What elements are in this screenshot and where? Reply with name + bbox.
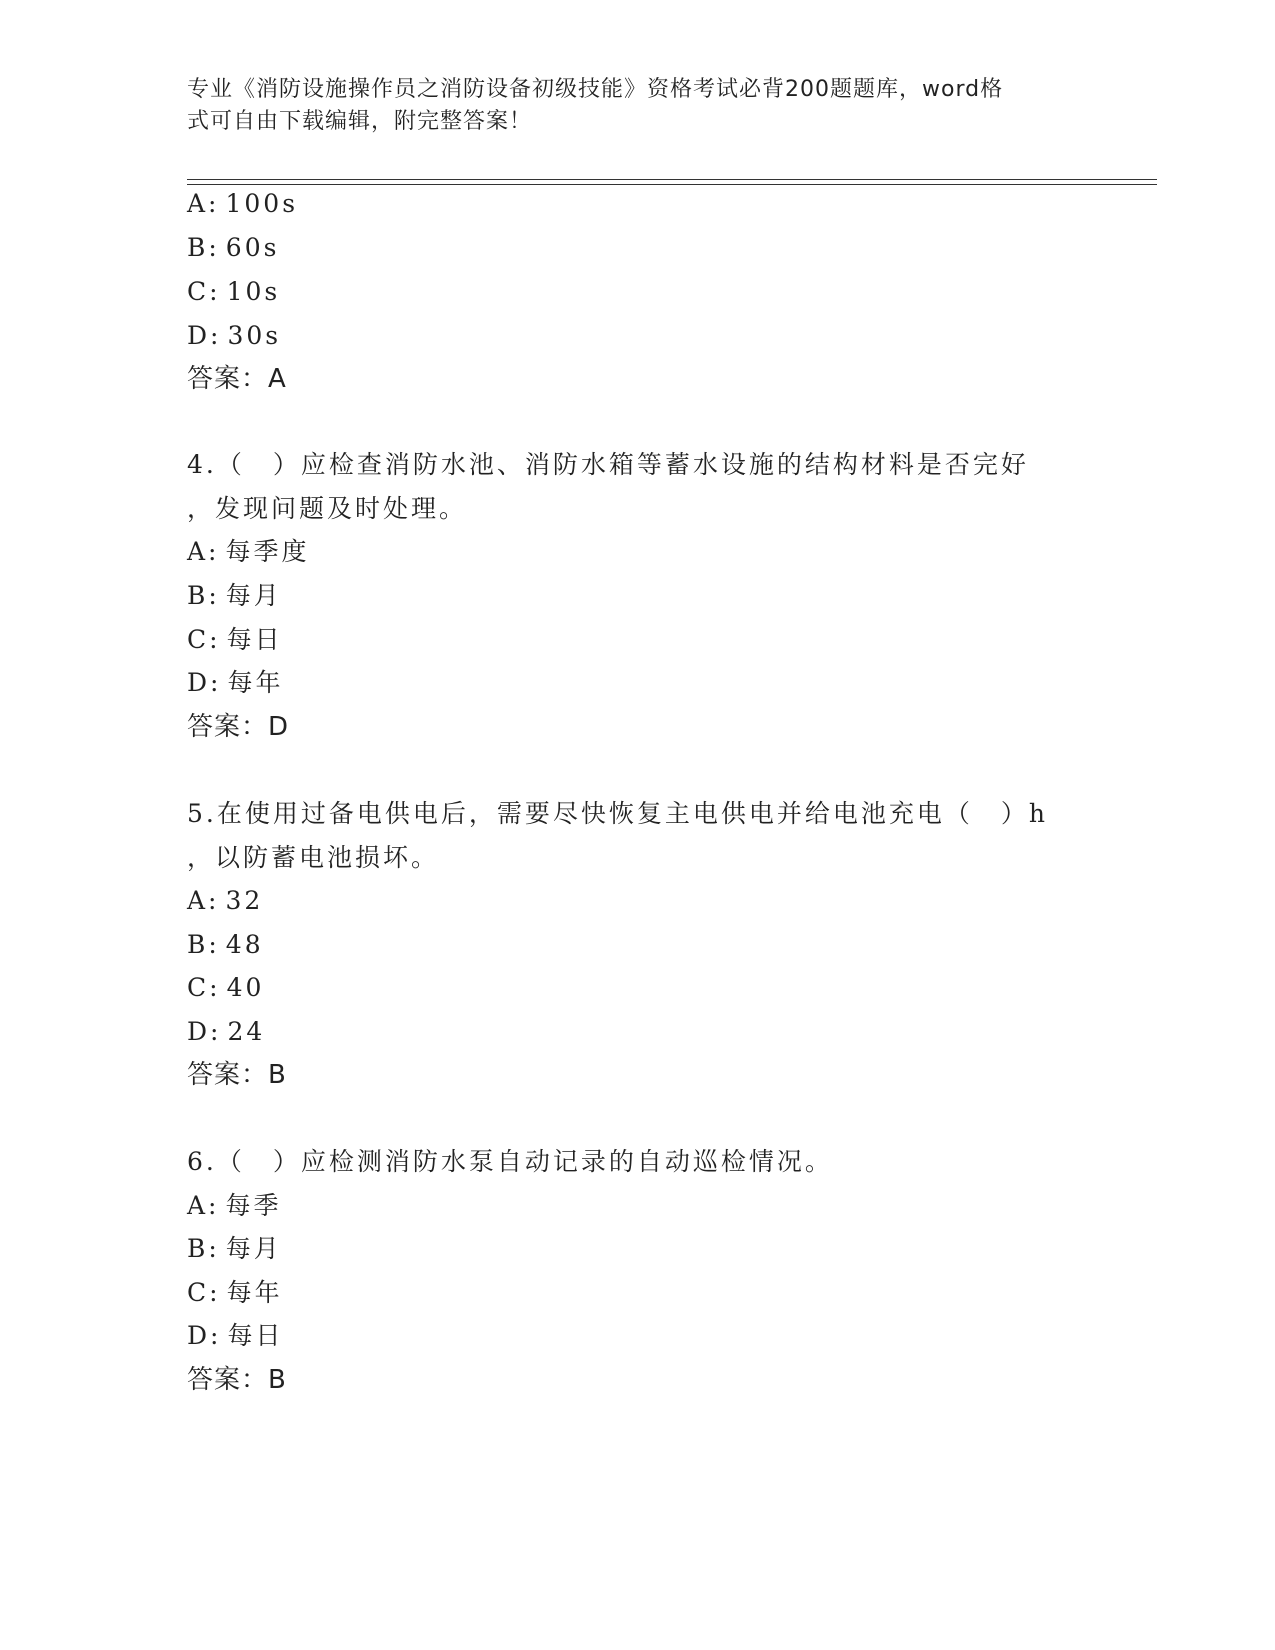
option-value: 每月: [225, 1234, 282, 1263]
option-value: 40: [226, 973, 265, 1002]
q4-option-b: [187, 579, 282, 613]
option-key: A:: [187, 886, 220, 915]
option-key: B:: [187, 1234, 220, 1263]
q6-option-d: [187, 1319, 283, 1353]
option-key: C:: [187, 625, 221, 654]
option-value: 60s: [225, 233, 280, 262]
header-line-1: 专业《消防设施操作员之消防设备初级技能》资格考试必背200题题库，word格: [187, 77, 1004, 102]
option-value: 每日: [226, 625, 283, 654]
option-key: C:: [187, 973, 221, 1002]
option-value: 每月: [225, 581, 282, 610]
option-key: D:: [187, 1017, 222, 1046]
option-value: 10s: [226, 277, 281, 306]
q5-text-line-1: 5.在使用过备电供电后，需要尽快恢复主电供电并给电池充电（ ）h: [187, 799, 1048, 828]
option-value: 每年: [227, 668, 284, 697]
option-key: C:: [187, 277, 221, 306]
option-value: 24: [227, 1017, 266, 1046]
q3-answer: 答案：A: [187, 364, 287, 394]
option-value: 每季: [225, 1191, 282, 1220]
option-key: D:: [187, 668, 222, 697]
option-value: 100s: [225, 189, 299, 218]
option-key: B:: [187, 233, 220, 262]
q4-option-a: [187, 535, 310, 569]
q6-option-a: [187, 1189, 282, 1223]
option-value: 每年: [226, 1278, 283, 1307]
q5-answer: 答案：B: [187, 1060, 287, 1090]
q5-text-line-2: ，以防蓄电池损坏。: [187, 843, 440, 872]
option-value: 30s: [227, 321, 282, 350]
q5-option-a: [187, 884, 263, 918]
document-header: [187, 74, 1087, 138]
option-value: 每日: [227, 1321, 284, 1350]
q5-option-d: [187, 1015, 265, 1049]
option-key: D:: [187, 321, 222, 350]
q4-text-line-2: ，发现问题及时处理。: [187, 494, 468, 523]
q4-option-c: [187, 623, 283, 657]
option-value: 48: [225, 930, 264, 959]
q3-option-c: [187, 275, 280, 309]
option-key: B:: [187, 581, 220, 610]
option-key: A:: [187, 1191, 220, 1220]
q3-option-a: [187, 187, 298, 221]
option-key: A:: [187, 537, 220, 566]
q6-option-c: [187, 1276, 283, 1310]
header-divider-top: [187, 179, 1157, 180]
header-line-2: 式可自由下载编辑，附完整答案！: [187, 109, 533, 134]
q6-text-line-1: 6.（ ）应检测消防水泵自动记录的自动巡检情况。: [187, 1147, 833, 1176]
q5-option-b: [187, 928, 264, 962]
option-key: A:: [187, 189, 220, 218]
q4-answer: 答案：D: [187, 712, 290, 742]
option-value: 每季度: [225, 537, 310, 566]
q5-option-c: [187, 971, 264, 1005]
option-key: B:: [187, 930, 220, 959]
q6-option-b: [187, 1232, 282, 1266]
q3-option-d: [187, 319, 281, 353]
option-value: 32: [225, 886, 264, 915]
q3-option-b: [187, 231, 279, 265]
option-key: C:: [187, 1278, 221, 1307]
q4-text-line-1: 4.（ ）应检查消防水池、消防水箱等蓄水设施的结构材料是否完好: [187, 450, 1029, 479]
q6-answer: 答案：B: [187, 1365, 287, 1395]
q4-option-d: [187, 666, 283, 700]
header-divider-bottom: [187, 184, 1157, 185]
option-key: D:: [187, 1321, 222, 1350]
